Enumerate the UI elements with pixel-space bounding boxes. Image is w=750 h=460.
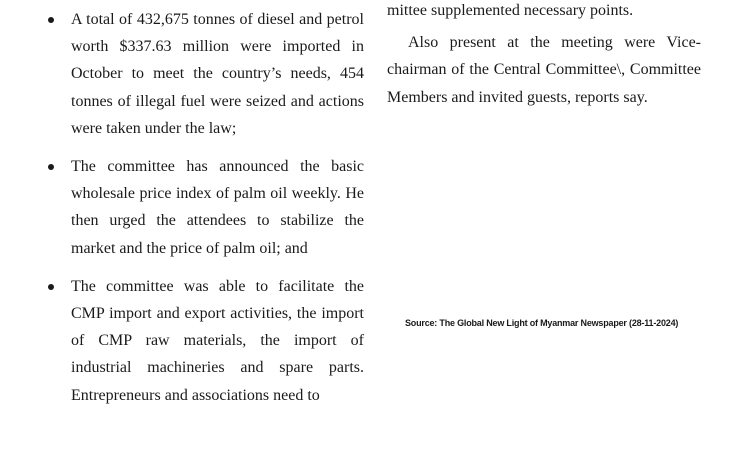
list-item <box>46 153 364 262</box>
list-item-text: A total of 432,675 tonnes of diesel and petrol worth $337.63 million were imported in October to meet the country’s needs, 454 tonnes of illegal fuel were seized and actions were taken under the law; <box>71 11 364 137</box>
bullet-icon <box>48 17 54 23</box>
bullet-icon <box>48 284 54 290</box>
list-item <box>46 273 364 409</box>
list-item-text: The committee was able to facilitate the CMP import and export activities, the import of CMP raw materials, the import of industrial machineries and spare parts. Entrepreneurs and associations need to <box>71 277 364 404</box>
bullet-icon <box>48 164 54 170</box>
bullet-list <box>46 6 364 409</box>
left-column <box>46 6 364 420</box>
list-item <box>46 6 364 142</box>
continuation-text: mittee supplemented necessary points. <box>387 2 634 19</box>
list-item-text: The committee has announced the basic wholesale price index of palm oil weekly. He then urged the attendees to stabilize the market and the price of palm oil; and <box>71 158 364 257</box>
right-column <box>387 0 701 116</box>
closing-paragraph: Also present at the meeting were Vice-chairman of the Central Committee\, Committee Members and invited guests, reports say. <box>387 34 701 106</box>
source-citation: Source: The Global New Light of Myanmar Newspaper (28-11-2024) <box>405 318 679 328</box>
